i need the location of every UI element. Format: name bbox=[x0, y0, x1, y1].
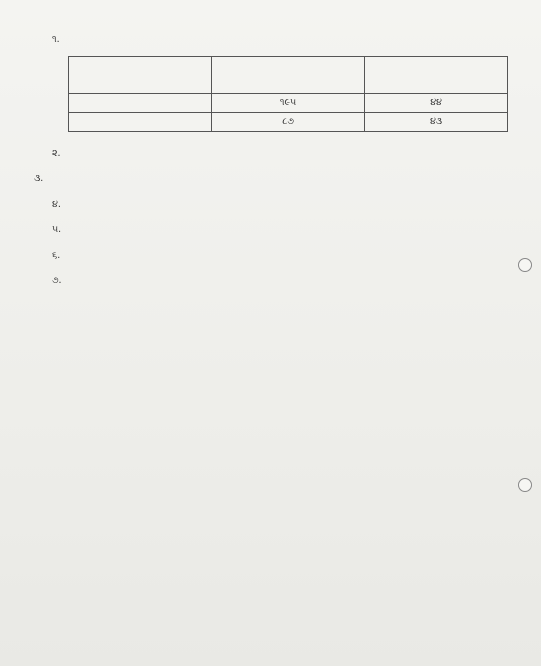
row-sec-count: ૪૩ bbox=[365, 112, 508, 131]
row-sec-count: ૪૪ bbox=[365, 93, 508, 112]
table-header-row bbox=[69, 56, 508, 93]
paragraph-number: ૬. bbox=[52, 249, 61, 261]
header-department bbox=[69, 56, 212, 93]
row-department bbox=[69, 93, 212, 112]
paragraph-number: ૨. bbox=[52, 147, 61, 159]
header-higher-secondary bbox=[212, 56, 365, 93]
paragraph-text bbox=[64, 169, 515, 189]
paragraph-5 bbox=[20, 220, 515, 240]
paragraph-3 bbox=[20, 169, 515, 189]
paragraph-number: ૧. bbox=[52, 34, 60, 45]
paragraph-text bbox=[82, 144, 515, 164]
paragraph-text bbox=[82, 220, 515, 240]
paragraph-number: ૪. bbox=[52, 198, 61, 210]
post-allocation-table bbox=[68, 56, 508, 132]
row-department bbox=[69, 112, 212, 131]
paragraph-text bbox=[82, 30, 515, 50]
row-hs-count: ૧૯૫ bbox=[212, 93, 365, 112]
paragraph-6 bbox=[20, 246, 515, 266]
paragraph-number: ૩. bbox=[34, 173, 44, 184]
paragraph-4 bbox=[20, 195, 515, 215]
paragraph-text bbox=[82, 195, 515, 215]
paragraph-7 bbox=[20, 271, 515, 291]
paragraph-2 bbox=[20, 144, 515, 164]
row-hs-count: ૮૭ bbox=[212, 112, 365, 131]
paragraph-number: ૫. bbox=[52, 224, 62, 235]
table-row bbox=[69, 112, 508, 131]
paragraph-text bbox=[82, 271, 515, 291]
header-secondary bbox=[365, 56, 508, 93]
paragraph-1 bbox=[20, 30, 515, 50]
paragraph-text bbox=[82, 246, 515, 266]
paragraph-number: ૭. bbox=[52, 275, 62, 286]
binder-hole-icon bbox=[518, 478, 532, 492]
binder-hole-icon bbox=[518, 258, 532, 272]
resolution-heading bbox=[20, 10, 515, 22]
table-row bbox=[69, 93, 508, 112]
